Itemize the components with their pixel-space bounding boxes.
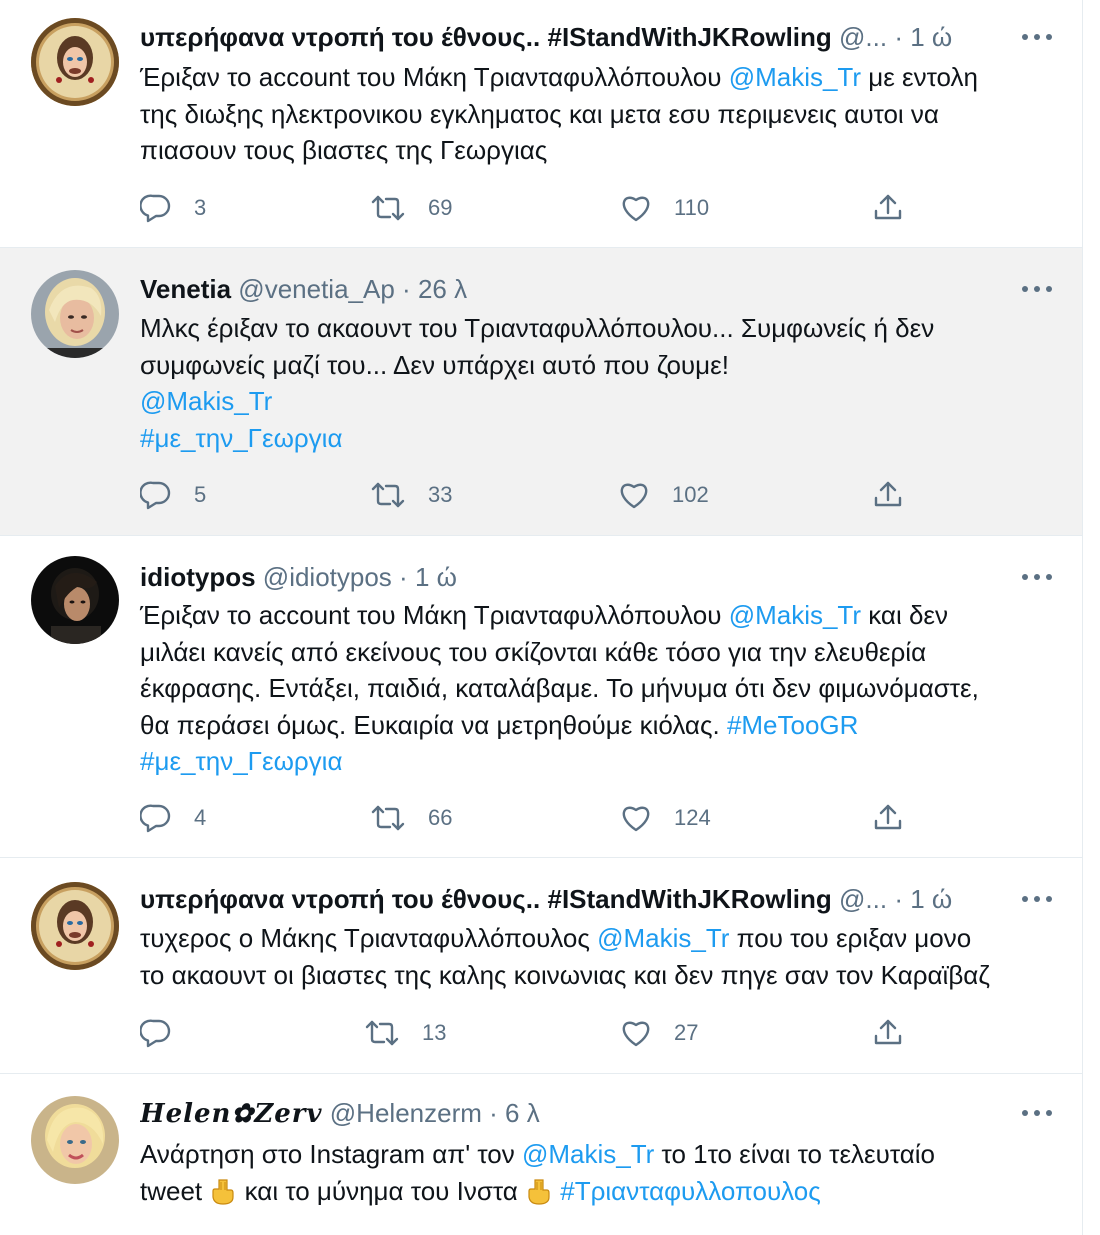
tweet[interactable] — [0, 0, 1082, 248]
tweet[interactable] — [0, 536, 1082, 858]
tweet-text-line — [140, 634, 1060, 671]
heart-icon — [620, 1018, 652, 1048]
like-button[interactable] — [620, 1016, 698, 1050]
separator: · — [399, 562, 408, 592]
text-segment: Έριξαν το account του Μάκη Τριανταφυλλόπουλου — [140, 600, 729, 630]
avatar[interactable] — [31, 882, 119, 970]
hashtag-link[interactable]: #Τριανταφυλλοπουλος — [560, 1175, 821, 1206]
display-name[interactable]: υπερήφανα ντροπή του έθνους.. #IStandWithJKRowling — [140, 22, 832, 52]
heart-icon — [620, 193, 652, 223]
tweet-text — [140, 1136, 1060, 1209]
retweet-count: 13 — [422, 1020, 447, 1045]
mention-link[interactable]: @Makis_Tr — [522, 1139, 655, 1169]
tweet-actions — [140, 801, 920, 835]
reply-button[interactable] — [140, 478, 206, 512]
tweet-text — [140, 920, 1060, 993]
tweet[interactable] — [0, 858, 1082, 1074]
timestamp[interactable]: 26 λ — [417, 274, 468, 304]
like-count: 110 — [674, 195, 710, 220]
separator: · — [894, 22, 904, 52]
timestamp[interactable]: 1 ώ — [910, 22, 953, 52]
tweet-text-line — [140, 1173, 1060, 1210]
retweet-count: 66 — [428, 805, 453, 830]
tweet[interactable] — [0, 248, 1082, 536]
share-icon — [872, 193, 904, 223]
like-button[interactable] — [620, 801, 711, 835]
avatar[interactable] — [31, 18, 119, 106]
tweet-header — [140, 1096, 1020, 1130]
reply-icon — [140, 1018, 172, 1048]
tweet-actions — [140, 1016, 920, 1050]
share-button[interactable] — [872, 801, 904, 835]
text-segment: Έριξαν το account του Μάκη Τριανταφυλλόπουλου — [140, 62, 729, 92]
timestamp[interactable]: 6 λ — [505, 1098, 540, 1128]
text-segment: πιασουν τους βιαστες της Γεωργιας — [140, 135, 548, 165]
text-segment: Μλκς έριξαν το ακαουντ του Τριανταφυλλόπουλου... Συμφωνείς ή δεν — [140, 313, 935, 343]
tweet-text — [140, 59, 1060, 169]
avatar[interactable] — [31, 270, 119, 358]
reply-button[interactable] — [140, 191, 206, 225]
reply-count: 3 — [194, 195, 207, 220]
text-segment: Ανάρτηση στο Instagram απ' τον — [140, 1139, 522, 1169]
text-segment: συμφωνείς μαζί του... Δεν υπάρχει αυτό που ζουμε! — [140, 349, 729, 380]
retweet-icon — [370, 480, 406, 510]
more-options-icon[interactable] — [1020, 27, 1054, 47]
like-count: 124 — [674, 805, 711, 830]
tweet-header — [140, 560, 1020, 594]
separator: · — [402, 274, 411, 304]
display-name[interactable]: υπερήφανα ντροπή του έθνους.. #IStandWithJKRowling — [140, 884, 832, 914]
more-options-icon[interactable] — [1020, 889, 1054, 909]
more-options-icon[interactable] — [1020, 279, 1054, 299]
text-segment: το 1το είναι το τελευταίο — [654, 1139, 936, 1169]
mention-link[interactable]: @Makis_Tr — [140, 386, 273, 416]
handle[interactable]: @idiotypos — [262, 562, 392, 592]
handle[interactable]: @venetia_Ap — [238, 274, 395, 304]
timeline-right-border — [1082, 0, 1083, 1235]
retweet-icon — [364, 1018, 400, 1048]
share-button[interactable] — [872, 191, 904, 225]
tweet-header — [140, 882, 1020, 916]
text-segment: το ακαουντ οι βιαστες της καλης κοινωνιας και δεν πηγε σαν τον Καραϊβαζ — [140, 959, 990, 990]
text-segment: της διωξης ηλεκτρονικου εγκληματος και μετα εσυ περιμενεις αυτοι να — [140, 98, 939, 129]
handle[interactable]: @... — [839, 22, 888, 52]
reply-count: 5 — [194, 482, 207, 507]
like-button[interactable] — [620, 191, 709, 225]
tweet-text — [140, 597, 1060, 780]
hand-pointing-down-icon — [211, 1178, 235, 1204]
tweet-text-line — [140, 743, 1060, 780]
tweet-text-line — [140, 670, 1060, 707]
share-icon — [872, 1018, 904, 1048]
tweet-text — [140, 310, 1060, 456]
text-segment: και δεν — [861, 600, 949, 630]
text-segment: και το μύνημα του Ινστα — [237, 1175, 526, 1206]
more-options-icon[interactable] — [1020, 567, 1054, 587]
tweet-text-line — [140, 310, 1060, 347]
retweet-button[interactable] — [370, 191, 452, 225]
mention-link[interactable]: @Makis_Tr — [728, 62, 862, 92]
tweet-header — [140, 272, 1020, 306]
tweet-text-line — [140, 920, 1060, 957]
handle[interactable]: @... — [839, 884, 888, 914]
heart-icon — [618, 480, 650, 510]
avatar[interactable] — [31, 556, 119, 644]
display-name[interactable]: 𝑯𝒆𝒍𝒆𝒏✿𝒁𝒆𝒓𝒗 — [140, 1099, 323, 1129]
share-icon — [872, 480, 904, 510]
text-segment: με εντολη — [861, 62, 978, 92]
timestamp[interactable]: 1 ώ — [414, 562, 457, 592]
separator: · — [489, 1098, 498, 1128]
tweet-text-line — [140, 96, 1060, 133]
text-segment: tweet — [140, 1175, 210, 1206]
like-count: 27 — [674, 1020, 699, 1045]
tweet-text-line — [140, 383, 1060, 420]
display-name[interactable]: idiotypos — [140, 562, 256, 592]
timestamp[interactable]: 1 ώ — [910, 884, 953, 914]
hashtag-link[interactable]: #με_την_Γεωργια — [140, 422, 343, 453]
avatar[interactable] — [31, 1096, 119, 1184]
tweet-header — [140, 20, 1020, 54]
retweet-icon — [370, 193, 406, 223]
reply-button[interactable] — [140, 1016, 194, 1050]
share-button[interactable] — [872, 1016, 904, 1050]
retweet-button[interactable] — [364, 1016, 446, 1050]
reply-count: 4 — [194, 805, 207, 830]
retweet-icon — [370, 803, 406, 833]
mention-link[interactable]: @Makis_Tr — [597, 923, 730, 953]
text-segment: που του εριξαν μονο — [729, 923, 972, 953]
tweet-text-line — [140, 957, 1060, 994]
tweet-text-line — [140, 347, 1060, 384]
retweet-button[interactable] — [370, 801, 452, 835]
retweet-count: 69 — [428, 195, 453, 220]
heart-icon — [620, 803, 652, 833]
retweet-count: 33 — [428, 482, 453, 507]
text-segment: θα περάσει όμως. Ευκαιρία να μετρηθούμε κιόλας. — [140, 709, 727, 740]
tweet-text-line — [140, 132, 1060, 169]
like-button[interactable] — [618, 478, 709, 512]
text-segment: τυχερος ο Μάκης Τριανταφυλλόπουλος — [140, 923, 598, 953]
tweet-text-line — [140, 59, 1060, 96]
handle[interactable]: @Helenzerm — [329, 1098, 482, 1128]
hashtag-link[interactable]: #MeTooGR — [726, 709, 859, 740]
reply-button[interactable] — [140, 801, 206, 835]
text-segment: μιλάει κανείς από εκείνους του σκίζονται κάθε τόσο για την ελευθερία — [140, 636, 927, 667]
mention-link[interactable]: @Makis_Tr — [728, 600, 862, 630]
text-segment: έκφρασης. Εντάξει, παιδιά, καταλάβαμε. Το μήνυμα ότι δεν φιμωνόμαστε, — [140, 673, 979, 703]
hand-pointing-down-icon — [527, 1178, 551, 1204]
reply-icon — [140, 803, 172, 833]
retweet-button[interactable] — [370, 478, 452, 512]
separator: · — [894, 884, 904, 914]
reply-icon — [140, 193, 172, 223]
like-count: 102 — [672, 482, 709, 507]
tweet-text-line — [140, 420, 1060, 457]
tweet-text-line — [140, 1136, 1060, 1173]
tweet-actions — [140, 191, 920, 225]
tweet-text-line — [140, 597, 1060, 634]
tweet-actions — [140, 478, 920, 512]
tweet-text-line — [140, 707, 1060, 744]
display-name[interactable]: Venetia — [140, 274, 232, 304]
reply-icon — [140, 480, 172, 510]
share-icon — [872, 803, 904, 833]
more-options-icon[interactable] — [1020, 1103, 1054, 1123]
tweet[interactable] — [0, 1074, 1082, 1235]
share-button[interactable] — [872, 478, 904, 512]
hashtag-link[interactable]: #με_την_Γεωργια — [140, 746, 343, 776]
